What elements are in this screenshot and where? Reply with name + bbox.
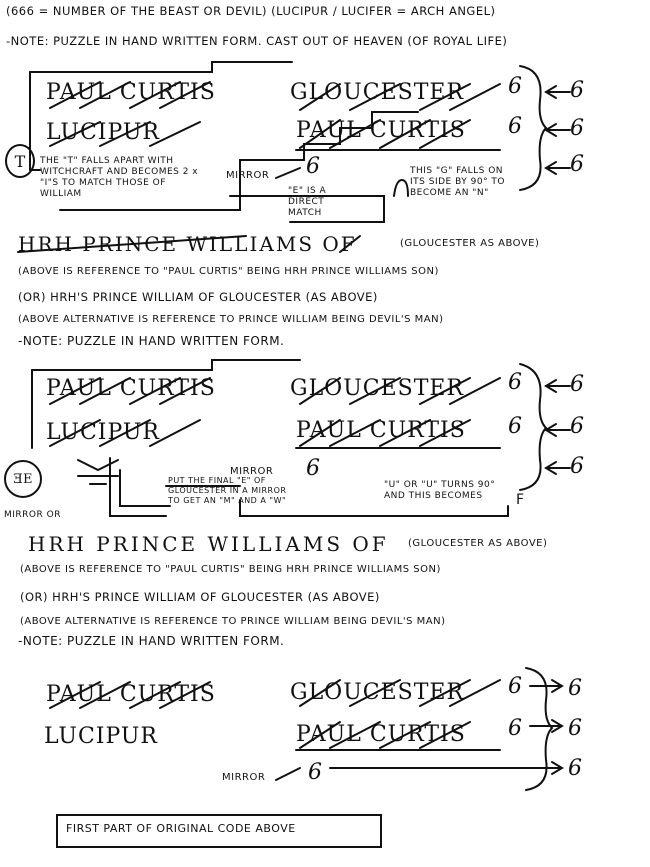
- p2-note-u: "U" OR "U" TURNS 90° AND THIS BECOMES: [384, 480, 496, 501]
- s1-title: HRH PRINCE WILLIAMS OF: [18, 232, 357, 256]
- header-line-1: (666 = NUMBER OF THE BEAST OR DEVIL) (LUCIPUR / LUCIFER = ARCH ANGEL): [6, 4, 496, 18]
- p2-row1-number: 6: [508, 370, 523, 395]
- s2-title: HRH PRINCE WILLIAMS OF: [28, 532, 389, 556]
- p2-mirror-or-label: MIRROR OR: [4, 510, 61, 520]
- p1-arrow-number-2: 6: [570, 116, 585, 141]
- p2-arrow-number-3: 6: [570, 454, 585, 479]
- p1-circled-letter: T: [5, 144, 35, 178]
- p2-row1-left: PAUL CURTIS: [46, 376, 216, 401]
- footer-caption: FIRST PART OF ORIGINAL CODE ABOVE: [66, 822, 296, 835]
- p3-row3-number: 6: [308, 760, 323, 785]
- p2-note-e: PUT THE FINAL "E" OF GLOUCESTER IN A MIRROR TO GET AN "M" AND A "W": [168, 476, 287, 505]
- p1-row2-number: 6: [508, 114, 523, 139]
- p1-row1-right: GLOUCESTER: [290, 80, 465, 105]
- p2-mirror-label: MIRROR: [230, 466, 274, 477]
- p2-row1-right: GLOUCESTER: [290, 376, 465, 401]
- p1-frame: [30, 62, 292, 72]
- s2-line-1: (ABOVE IS REFERENCE TO "PAUL CURTIS" BEING HRH PRINCE WILLIAMS SON): [20, 564, 441, 575]
- s2-note: -NOTE: PUZZLE IN HAND WRITTEN FORM.: [18, 634, 285, 648]
- s1-note: -NOTE: PUZZLE IN HAND WRITTEN FORM.: [18, 334, 285, 348]
- p1-row1-number: 6: [508, 74, 523, 99]
- p2-row2-right: PAUL CURTIS: [296, 418, 466, 443]
- p1-note-g: THIS "G" FALLS ON ITS SIDE BY 90° TO BECOME AN "N": [410, 166, 506, 198]
- p3-arrow-number-2: 6: [568, 716, 583, 741]
- header-line-2: -NOTE: PUZZLE IN HAND WRITTEN FORM. CAST OUT OF HEAVEN (OF ROYAL LIFE): [6, 34, 508, 48]
- p1-row2-right: PAUL CURTIS: [296, 118, 466, 143]
- p2-row2-left: LUCIPUR: [46, 420, 160, 445]
- p3-arrow-number-1: 6: [568, 676, 583, 701]
- p1-row2-left: LUCIPUR: [46, 120, 160, 145]
- p1-note-t: THE "T" FALLS APART WITH WITCHCRAFT AND BECOMES 2 x "I"S TO MATCH THOSE OF WILLIAM: [40, 156, 199, 199]
- p1-arrow-number-1: 6: [570, 78, 585, 103]
- p1-mirror-label: MIRROR: [226, 170, 270, 181]
- s1-line-1: (ABOVE IS REFERENCE TO "PAUL CURTIS" BEING HRH PRINCE WILLIAMS SON): [18, 266, 439, 277]
- p1-arrow-number-3: 6: [570, 152, 585, 177]
- s1-title-suffix: (GLOUCESTER AS ABOVE): [400, 238, 540, 249]
- s2-title-suffix: (GLOUCESTER AS ABOVE): [408, 538, 548, 549]
- p3-row2-right: PAUL CURTIS: [296, 722, 466, 747]
- p3-row1-right: GLOUCESTER: [290, 680, 465, 705]
- s2-line-3: (ABOVE ALTERNATIVE IS REFERENCE TO PRINCE WILLIAM BEING DEVIL'S MAN): [20, 616, 446, 627]
- p1-row1-left: PAUL CURTIS: [46, 80, 216, 105]
- p3-row2-left: LUCIPUR: [44, 724, 158, 749]
- p2-circled-mirror-e: ƎE: [4, 460, 42, 498]
- p3-arrow-number-3: 6: [568, 756, 583, 781]
- p3-row1-number: 6: [508, 674, 523, 699]
- p3-row1-left: PAUL CURTIS: [46, 682, 216, 707]
- p2-note-u-end: F: [516, 492, 525, 508]
- s1-line-2: (OR) HRH'S PRINCE WILLIAM OF GLOUCESTER (AS ABOVE): [18, 290, 378, 304]
- p2-arrow-number-2: 6: [570, 414, 585, 439]
- p2-row2-number: 6: [508, 414, 523, 439]
- s2-line-2: (OR) HRH'S PRINCE WILLIAM OF GLOUCESTER (AS ABOVE): [20, 590, 380, 604]
- p3-mirror-label: MIRROR: [222, 772, 266, 783]
- p2-arrow-number-1: 6: [570, 372, 585, 397]
- p2-row3-number: 6: [306, 456, 321, 481]
- p1-note-e: "E" IS A DIRECT MATCH: [288, 186, 327, 218]
- p1-row3-number: 6: [306, 154, 321, 179]
- p3-row2-number: 6: [508, 716, 523, 741]
- s1-line-3: (ABOVE ALTERNATIVE IS REFERENCE TO PRINCE WILLIAM BEING DEVIL'S MAN): [18, 314, 444, 325]
